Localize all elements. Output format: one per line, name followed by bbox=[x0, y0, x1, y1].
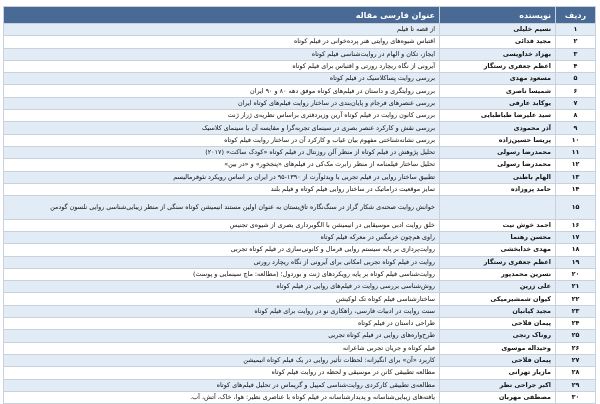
row-author: مهدی خدابخشی bbox=[440, 244, 556, 256]
row-title: ساختارشناسی فیلم کوتاه تک لوکیشن bbox=[4, 293, 440, 305]
row-author: آذر محمودی bbox=[440, 122, 556, 134]
header-title: عنوان فارسی مقاله bbox=[4, 7, 440, 24]
row-author: مجید کیانیان bbox=[440, 305, 556, 317]
row-author: محسن رهنما bbox=[440, 231, 556, 243]
row-number: ۲۷ bbox=[556, 354, 596, 366]
row-author: یوکابد عارفی bbox=[440, 97, 556, 109]
header-author: نویسنده bbox=[440, 7, 556, 24]
row-title: سنت روایت در ادبیات فارسی، راهکاری نو در روایت برای فیلم کوتاه bbox=[4, 305, 440, 317]
row-author: احمد خوش نیت bbox=[440, 219, 556, 231]
row-number: ۲۱ bbox=[556, 281, 596, 293]
row-number: ۲ bbox=[556, 36, 596, 48]
row-title: خوانش روایت صحنه‌ی شکار گراز در سنگ‌نگاره تاق‌بستان به عنوان اولین مستند انیمیشن کوتاه سنگی از منظر زیبایی‌شناسی روایی نلسون گودمن bbox=[4, 196, 440, 220]
row-title: روایت‌شناسی فیلم کوتاه بر پایه رویکردهای ژنت و بوردول؛ (مطالعه: ماچ سینمایی و پوست) bbox=[4, 268, 440, 280]
row-number: ۲۰ bbox=[556, 268, 596, 280]
row-author: مجید فدائی bbox=[440, 36, 556, 48]
table-row bbox=[4, 196, 596, 220]
row-title: بررسی عنصرهای فرجام و پایان‌بندی در ساختار روایت فیلم‌های کوتاه ایران bbox=[4, 97, 440, 109]
row-title: مطالعه‌ی تطبیقی کارکردی روایت‌شناسی کمپبل و گریماس در تحلیل فیلم‌های کوتاه bbox=[4, 379, 440, 391]
row-number: ۱۴ bbox=[556, 183, 596, 195]
row-title: روش‌شناسی بررسی روایت در فیلم‌های روایی در فیلم کوتاه bbox=[4, 281, 440, 293]
row-number: ۱۶ bbox=[556, 219, 596, 231]
row-number: ۲۳ bbox=[556, 305, 596, 317]
table-body bbox=[4, 24, 596, 404]
table-row bbox=[4, 293, 596, 305]
row-title: بررسی نشانه‌شناختی مفهوم بیان غیاب و کارکرد آن در ساختار روایت فیلم کوتاه bbox=[4, 134, 440, 146]
row-title: یافته‌های زیبایی‌شناسانه و پدیدارشناسانه در فیلم کوتاه با عناصری نظیر: هوا، خاک، آتش، آب. bbox=[4, 391, 440, 403]
articles-table bbox=[3, 6, 596, 404]
row-title: ایجاز، تکان و الهام در روایت‌شناسی فیلم کوتاه bbox=[4, 48, 440, 60]
row-author: بهزاد خداویسی bbox=[440, 48, 556, 60]
row-author: کیوان شمشیرمیکی bbox=[440, 293, 556, 305]
row-number: ۱۹ bbox=[556, 256, 596, 268]
table-header bbox=[4, 7, 596, 24]
row-title: کاربرد «آن» برای انگیزانه: لحظات تأثیر روایی در یک فیلم کوتاه انیمیشن bbox=[4, 354, 440, 366]
row-number: ۲۴ bbox=[556, 318, 596, 330]
row-title: اقتباس شیوه‌های روایتی هنر پرده‌خوانی در فیلم کوتاه bbox=[4, 36, 440, 48]
table-row bbox=[4, 231, 596, 243]
table-row bbox=[4, 60, 596, 72]
row-author: الهام باطنی bbox=[440, 171, 556, 183]
row-title: راوی هم‌چون خرمگس در معرکه فیلم کوتاه bbox=[4, 231, 440, 243]
table-row bbox=[4, 110, 596, 122]
table-row bbox=[4, 85, 596, 97]
row-number: ۱۷ bbox=[556, 231, 596, 243]
row-number: ۳ bbox=[556, 48, 596, 60]
row-number: ۱۰ bbox=[556, 134, 596, 146]
table-row bbox=[4, 48, 596, 60]
row-author: اعظم جعفری رستگار bbox=[440, 256, 556, 268]
row-title: مطالعه تطبیقی کانن در موسیقی و لحظه در روایت فیلم کوتاه bbox=[4, 367, 440, 379]
row-author: سید علیرضا طباطبایی bbox=[440, 110, 556, 122]
row-author: شمیسا ناصری bbox=[440, 85, 556, 97]
row-author: حامد پروزاده bbox=[440, 183, 556, 195]
table-row bbox=[4, 134, 596, 146]
table-row bbox=[4, 159, 596, 171]
row-number: ۱۲ bbox=[556, 159, 596, 171]
table-row bbox=[4, 330, 596, 342]
table-row bbox=[4, 73, 596, 85]
row-author: پیمان فلاحی bbox=[440, 318, 556, 330]
table-row bbox=[4, 379, 596, 391]
row-author: اعظم جعفری رستگار bbox=[440, 60, 556, 72]
row-number: ۳۰ bbox=[556, 391, 596, 403]
row-title: آیرونی از نگاه ریچارد رورتی و اقتباس برای فیلم کوتاه bbox=[4, 60, 440, 72]
row-title: روایت‌پردازی بر پایه سیستم روایی فرمال و کانونی‌سازی در فیلم کوتاه تجربی bbox=[4, 244, 440, 256]
row-title: بررسی روایت پساکلاسیک در فیلم کوتاه bbox=[4, 73, 440, 85]
table-row bbox=[4, 219, 596, 231]
row-number: ۵ bbox=[556, 73, 596, 85]
row-author: اکبر جراحی نظر bbox=[440, 379, 556, 391]
row-title: بررسی کانون روایت در فیلم کوتاه آرین وزیردفتری براساس نظریه‌ی ژرار ژنت bbox=[4, 110, 440, 122]
table-row bbox=[4, 24, 596, 36]
table-row bbox=[4, 256, 596, 268]
row-author: روناک رنجی bbox=[440, 330, 556, 342]
header-number: ردیف bbox=[556, 7, 596, 24]
row-author: محمدرضا رسولی bbox=[440, 146, 556, 158]
row-number: ۸ bbox=[556, 110, 596, 122]
table-row bbox=[4, 244, 596, 256]
table-row bbox=[4, 305, 596, 317]
row-title: از قصه تا فیلم bbox=[4, 24, 440, 36]
row-title: طرح‌واره‌های روایی در فیلم کوتاه تجربی bbox=[4, 330, 440, 342]
row-title: تطبیق ساختار روایی در فیلم تجربی با ویدئوآرت از ۱۳۹۰-۹۵ در ایران بر اساس رویکرد نئوفرمالیسم bbox=[4, 171, 440, 183]
row-number: ۲۵ bbox=[556, 330, 596, 342]
table-row bbox=[4, 183, 596, 195]
row-author: مسعود مهدی bbox=[440, 73, 556, 85]
row-number: ۶ bbox=[556, 85, 596, 97]
table-row bbox=[4, 122, 596, 134]
table-row bbox=[4, 354, 596, 366]
row-title: فیلم کوتاه و جریان تجربی شاعرانه bbox=[4, 342, 440, 354]
row-title: طراحی داستان در فیلم کوتاه bbox=[4, 318, 440, 330]
row-author: پریسا حسین‌زاده bbox=[440, 134, 556, 146]
row-number: ۱۵ bbox=[556, 196, 596, 220]
row-title: بررسی نقش و کارکرد عنصر بصری در سینمای تجربه‌گرا و مقایسه آن با سینمای کلاسیک bbox=[4, 122, 440, 134]
row-number: ۲۸ bbox=[556, 367, 596, 379]
table-row bbox=[4, 171, 596, 183]
header-row bbox=[4, 7, 596, 24]
row-title: روایت در فیلم کوتاه تجربی امکانی برای آیرونی از نگاه ریچارد رورتی bbox=[4, 256, 440, 268]
row-number: ۱۸ bbox=[556, 244, 596, 256]
table-row bbox=[4, 97, 596, 109]
row-number: ۲۹ bbox=[556, 379, 596, 391]
table-row bbox=[4, 268, 596, 280]
table-row bbox=[4, 36, 596, 48]
row-author: مازیار تهرانی bbox=[440, 367, 556, 379]
table-row bbox=[4, 342, 596, 354]
table-row bbox=[4, 391, 596, 403]
row-number: ۲۲ bbox=[556, 293, 596, 305]
row-title: بررسی روایتگری و داستان در فیلم‌های کوتاه موفق دهه ۸۰ و ۹۰ ایران bbox=[4, 85, 440, 97]
row-author: نسرین محمدپور bbox=[440, 268, 556, 280]
row-title: تحلیل پژوهش در فیلم کوتاه از منظر آلن روزنتال در فیلم کوتاه «کودک ساکت» (۲۰۱۷) bbox=[4, 146, 440, 158]
row-number: ۹ bbox=[556, 122, 596, 134]
row-author: محمدرضا رسولی bbox=[440, 159, 556, 171]
row-author: نسیم خلیلی bbox=[440, 24, 556, 36]
table-row bbox=[4, 367, 596, 379]
row-number: ۱۱ bbox=[556, 146, 596, 158]
row-author: وحیداله موسوی bbox=[440, 342, 556, 354]
table-row bbox=[4, 146, 596, 158]
row-author bbox=[440, 196, 556, 220]
row-author: علی زرین bbox=[440, 281, 556, 293]
row-title: تحلیل ساختار فیلمنامه از منظر رابرت مک‌کی در فیلم‌های «پنجخوِر» و «در بین» bbox=[4, 159, 440, 171]
table-row bbox=[4, 281, 596, 293]
row-number: ۴ bbox=[556, 60, 596, 72]
row-number: ۷ bbox=[556, 97, 596, 109]
row-number: ۱۳ bbox=[556, 171, 596, 183]
row-number: ۱ bbox=[556, 24, 596, 36]
row-title: تمایز موقعیت دراماتیک در ساختار روایی فیلم کوتاه و فیلم بلند bbox=[4, 183, 440, 195]
row-number: ۲۶ bbox=[556, 342, 596, 354]
row-author: مصطفی مهربان bbox=[440, 391, 556, 403]
table-row bbox=[4, 318, 596, 330]
row-title: خلق روایت ادبی موسیقایی در انیمیشن با الگوبرداری بصری از شیوه‌ی تجنیس bbox=[4, 219, 440, 231]
row-author: پیمان فلاحی bbox=[440, 354, 556, 366]
